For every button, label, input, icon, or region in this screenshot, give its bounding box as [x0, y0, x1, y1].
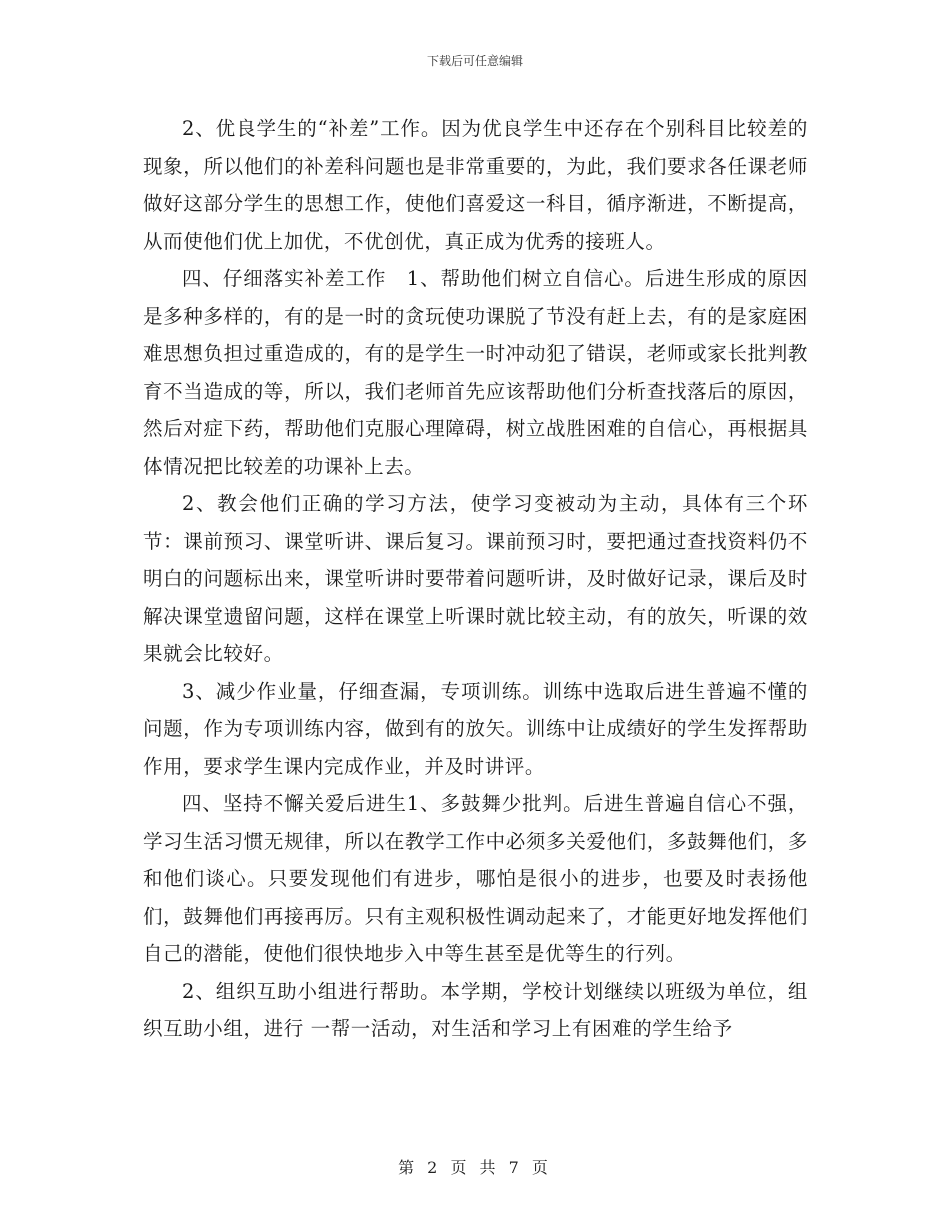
paragraph-6: 2、组织互助小组进行帮助。本学期，学校计划继续以班级为单位，组织互助小组，进行 一帮一活动，对生活和学习上有困难的学生给予 — [143, 979, 808, 1040]
paragraph-2: 四、仔细落实补差工作 1、帮助他们树立自信心。后进生形成的原因是多种多样的，有的是一时的贪玩使功课脱了节没有赶上去，有的是家庭困难思想负担过重造成的，有的是学生一时冲动犯了错误，老师或家长批判教育不当造成的等，所以，我们老师首先应该帮助他们分析查找落后的原因，然后对症下药，帮助他们克服心理障碍，树立战胜困难的自信心，再根据具体情况把比较差的功课补上去。 — [143, 267, 808, 478]
paragraph-5: 四、坚持不懈关爱后进生1、多鼓舞少批判。后进生普遍自信心不强，学习生活习惯无规律，所以在教学工作中必须多关爱他们，多鼓舞他们，多和他们谈心。只要发现他们有进步，哪怕是很小的进步，也要及时表扬他们，鼓舞他们再接再厉。只有主观积极性调动起来了，才能更好地发挥他们自己的潜能，使他们很快地步入中等生甚至是优等生的行列。 — [143, 792, 808, 965]
paragraph-1: 2、优良学生的“补差”工作。因为优良学生中还存在个别科目比较差的现象，所以他们的补差科问题也是非常重要的，为此，我们要求各任课老师做好这部分学生的思想工作，使他们喜爱这一科目，循序渐进，不断提高，从而使他们优上加优，不优创优，真正成为优秀的接班人。 — [143, 117, 808, 253]
page-footer: 第 2 页 共 7 页 — [398, 1158, 552, 1177]
document-body — [143, 110, 808, 1048]
paragraph-3: 2、教会他们正确的学习方法，使学习变被动为主动，具体有三个环节：课前预习、课堂听讲、课后复习。课前预习时，要把通过查找资料仍不明白的问题标出来，课堂听讲时要带着问题听讲，及时做好记录，课后及时解决课堂遗留问题，这样在课堂上听课时就比较主动，有的放矢，听课的效果就会比较好。 — [143, 492, 808, 665]
page-header: 下载后可任意编辑 — [426, 54, 523, 68]
paragraph-4: 3、减少作业量，仔细查漏，专项训练。训练中选取后进生普遍不懂的问题，作为专项训练内容，做到有的放矢。训练中让成绩好的学生发挥帮助作用，要求学生课内完成作业，并及时讲评。 — [143, 679, 808, 778]
